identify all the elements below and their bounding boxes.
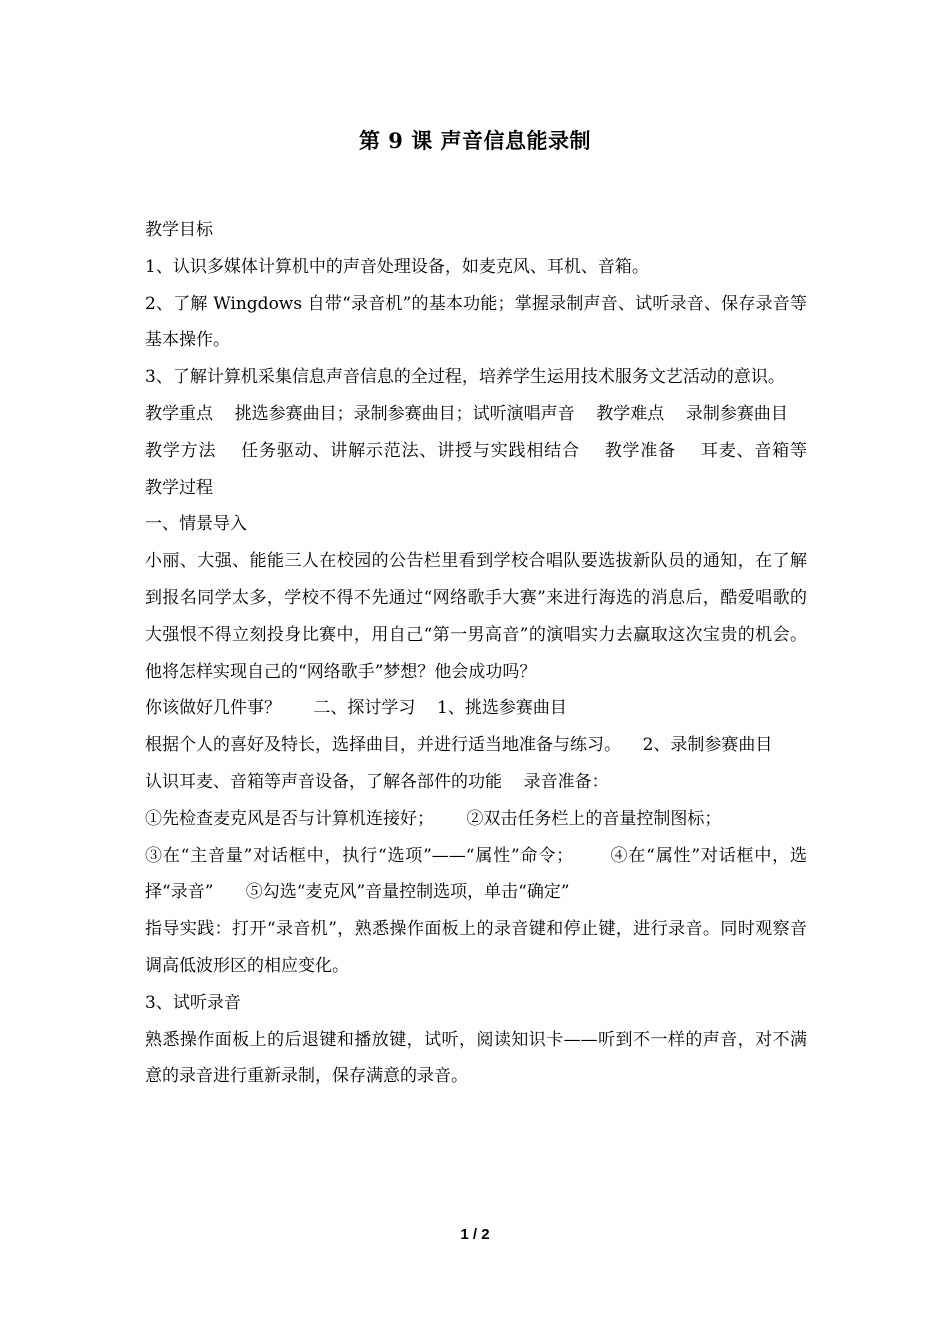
paragraph-teaching-methods: 教学方法 任务驱动、讲解示范法、讲授与实践相结合 教学准备 耳麦、音箱等 教学过程 xyxy=(145,440,829,498)
paragraph-listen-body: 熟悉操作面板上的后退键和播放键，试听，阅读知识卡——听到不一样的声音，对不满意的录音进行重新录制，保存满意的录音。 xyxy=(145,1029,807,1087)
page-title: 第 9 课 声音信息能录制 xyxy=(358,128,592,153)
paragraph-goal-1: 1、认识多媒体计算机中的声音处理设备，如麦克风、耳机、音箱。 xyxy=(145,256,649,277)
paragraph-recording-prep: 认识耳麦、音箱等声音设备，了解各部件的功能 录音准备： xyxy=(145,771,609,792)
paragraph-goal-3: 3、了解计算机采集信息声音信息的全过程，培养学生运用技术服务文艺活动的意识。 xyxy=(145,367,785,388)
paragraph-section-intro-heading: 一、情景导入 xyxy=(145,514,247,535)
document-body xyxy=(145,212,829,1095)
paragraph-listen-heading: 3、试听录音 xyxy=(145,992,241,1013)
page-number: 1 / 2 xyxy=(460,1226,490,1243)
paragraph-story: 小丽、大强、能能三人在校园的公告栏里看到学校合唱队要选拔新队员的通知，在了解到报名同学太多，学校不得不先通过“网络歌手大赛”来进行海选的消息后，酷爱唱歌的大强恨不得立刻投身比赛中，用自己“第一男高音”的演唱实力去赢取这次宝贵的机会。他将怎样实现自己的“网络歌手”梦想？他会成功吗？ xyxy=(145,551,807,682)
paragraph-goal-2: 2、了解 Wingdows 自带“录音机”的基本功能；掌握录制声音、试听录音、保存录音等基本操作。 xyxy=(145,293,807,351)
paragraph-steps-1-2: ①先检查麦克风是否与计算机连接好； ②双击任务栏上的音量控制图标； xyxy=(145,808,722,829)
paragraph-teaching-goals-heading: 教学目标 xyxy=(145,220,213,240)
paragraph-steps-3-5: ③在“主音量”对话框中，执行“选项”——“属性”命令； ④在“属性”对话框中，选择“录音” ⑤勾选“麦克风”音量控制选项，单击“确定” xyxy=(145,845,807,903)
paragraph-guided-practice: 指导实践：打开“录音机”，熟悉操作面板上的录音键和停止键，进行录音。同时观察音调高低波形区的相应变化。 xyxy=(145,919,807,976)
paragraph-select-songs: 根据个人的喜好及特长，选择曲目，并进行适当地准备与练习。 2、录制参赛曲目 xyxy=(145,735,773,756)
paragraph-key-points: 教学重点 挑选参赛曲目；录制参赛曲目；试听演唱声音 教学难点 录制参赛曲目 xyxy=(145,403,788,424)
paragraph-explore-heading: 你该做好几件事？ 二、探讨学习 1、挑选参赛曲目 xyxy=(145,698,567,719)
